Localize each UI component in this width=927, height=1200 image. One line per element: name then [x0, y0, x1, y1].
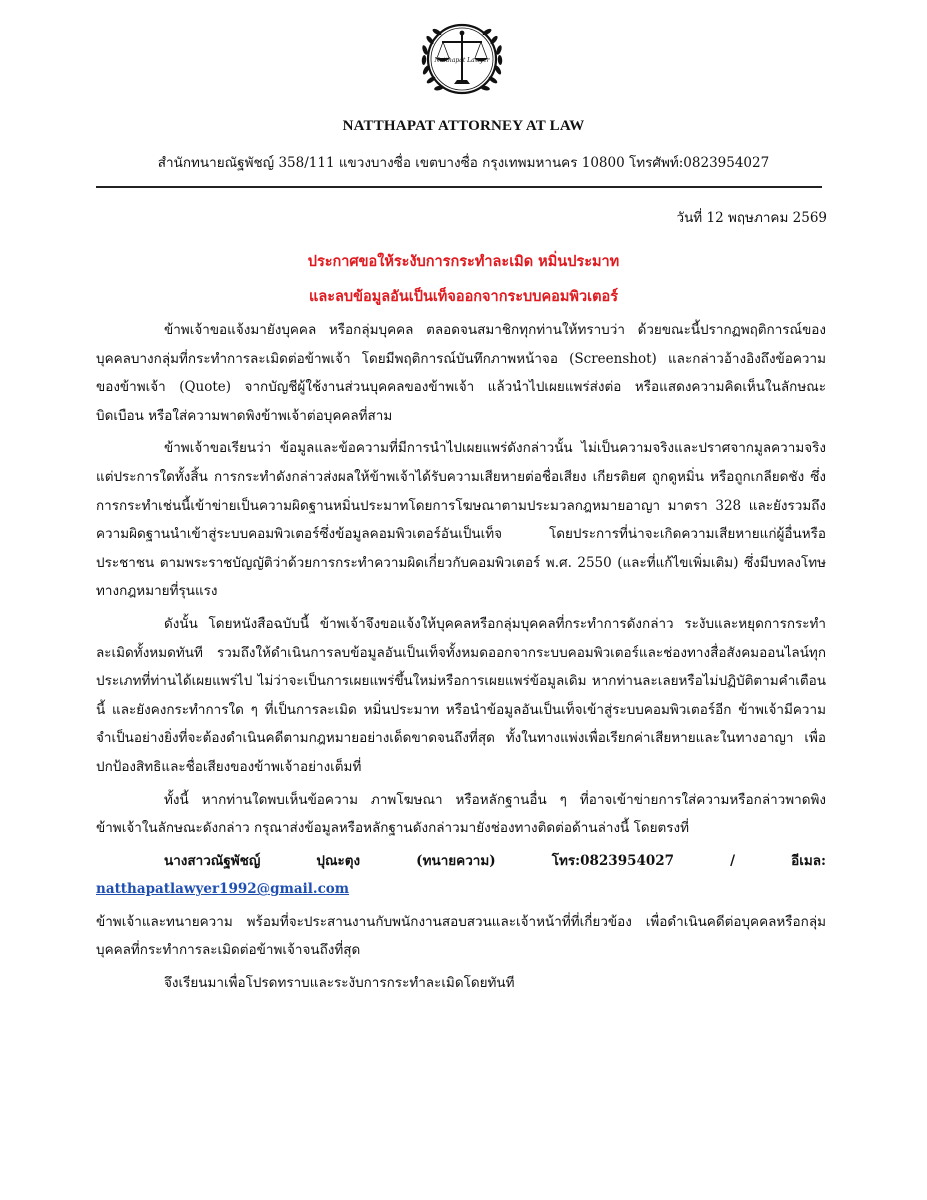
body-paragraph: ทั้งนี้ หากท่านใดพบเห็นข้อความ ภาพโฆษณา หรือหลักฐานอื่น ๆ ที่อาจเข้าข่ายการใส่ความหรือกล่าวพาดพิงข้าพเจ้าในลักษณะดังกล่าว กรุณาส่งข้อมูลหรือหลักฐานดังกล่าวมายังช่องทางติดต่อด้านล่างนี้ โดยตรงที่ [96, 791, 826, 837]
body-paragraph: ข้าพเจ้าขอแจ้งมายังบุคคล หรือกลุ่มบุคคล ตลอดจนสมาชิกทุกท่านให้ทราบว่า ด้วยขณะนี้ปรากฏพฤติการณ์ของบุคคลบางกลุ่มที่กระทำการละเมิดต่อข้าพเจ้า โดยมีพฤติการณ์บันทึกภาพหน้าจอ (Screenshot) และกล่าวอ้างอิงถึงข้อความของข้าพเจ้า (Quote) จากบัญชีผู้ใช้งานส่วนบุคคลของข้าพเจ้า แล้วนำไปเผยแพร่ส่งต่อ หรือแสดงความคิดเห็นในลักษณะบิดเบือน หรือใส่ความพาดพิงข้าพเจ้าต่อบุคคลที่สาม [96, 322, 826, 424]
svg-text:Natthapat Lawyer: Natthapat Lawyer [434, 57, 490, 64]
letter-body [96, 316, 826, 1002]
firm-address: สำนักทนายณัฐพัชญ์ 358/111 แขวงบางซื่อ เขตบางซื่อ กรุงเทพมหานคร 10800 โทรศัพท์:0823954027 [157, 155, 770, 171]
firm-name: NATTHAPAT ATTORNEY AT LAW [342, 118, 585, 134]
scales-of-justice-logo-icon [412, 10, 512, 108]
announcement-title-line-2: และลบข้อมูลอันเป็นเท็จออกจากระบบคอมพิวเตอร์ [308, 288, 618, 305]
email-link[interactable]: natthapatlawyer1992@gmail.com [96, 881, 350, 898]
announcement-title-line-1: ประกาศขอให้ระงับการกระทำละเมิด หมิ่นประมาท [307, 253, 620, 270]
contact-text: นางสาวณัฐพัชญ์ ปุณะตุง (ทนายความ) โทร:0823954027 / อีเมล: [164, 852, 826, 869]
body-paragraph: ดังนั้น โดยหนังสือฉบับนี้ ข้าพเจ้าจึงขอแจ้งให้บุคคลหรือกลุ่มบุคคลที่กระทำการดังกล่าว ระงับและหยุดการกระทำละเมิดทั้งหมดทันที รวมถึงให้ดำเนินการลบข้อมูลอันเป็นเท็จทั้งหมดออกจากระบบคอมพิวเตอร์และช่องทางสื่อสังคมออนไลน์ทุกประเภทที่ท่านได้เผยแพร่ไป ไม่ว่าจะเป็นการเผยแพร่ขึ้นใหม่หรือการเผยแพร่ข้อมูลเดิม หากท่านละเลยหรือไม่ปฏิบัติตามคำเตือนนี้ และยังคงกระทำการใด ๆ ที่เป็นการละเมิด หมิ่นประมาท หรือนำข้อมูลอันเป็นเท็จเข้าสู่ระบบคอมพิวเตอร์อีก ข้าพเจ้ามีความจำเป็นอย่างยิ่งที่จะต้องดำเนินคดีตามกฎหมายอย่างเด็ดขาดจนถึงที่สุด ทั้งในทางแพ่งเพื่อเรียกค่าเสียหายและในทางอาญา เพื่อปกป้องสิทธิและชื่อเสียงของข้าพเจ้าอย่างเต็มที่ [96, 615, 826, 775]
body-paragraph: ข้าพเจ้าขอเรียนว่า ข้อมูลและข้อความที่มีการนำไปเผยแพร่ดังกล่าวนั้น ไม่เป็นความจริงและปราศจากมูลความจริงแต่ประการใดทั้งสิ้น การกระทำดังกล่าวส่งผลให้ข้าพเจ้าได้รับความเสียหายต่อชื่อเสียง เกียรติยศ ถูกดูหมิ่น หรือถูกเกลียดชัง ซึ่งการกระทำเช่นนี้เข้าข่ายเป็นความผิดฐานหมิ่นประมาทโดยการโฆษณาตามประมวลกฎหมายอาญา มาตรา 328 และยังรวมถึงความผิดฐานนำเข้าสู่ระบบคอมพิวเตอร์ซึ่งข้อมูลคอมพิวเตอร์อันเป็นเท็จ โดยประการที่น่าจะเกิดความเสียหายแก่ผู้อื่นหรือประชาชน ตามพระราชบัญญัติว่าด้วยการกระทำความผิดเกี่ยวกับคอมพิวเตอร์ พ.ศ. 2550 (และที่แก้ไขเพิ่มเติม) ซึ่งมีบทลงโทษทางกฎหมายที่รุนแรง [96, 440, 826, 600]
document-date: วันที่ 12 พฤษภาคม 2569 [676, 210, 827, 226]
header-divider [96, 186, 822, 188]
closing-paragraph: ข้าพเจ้าและทนายความ พร้อมที่จะประสานงานกับพนักงานสอบสวนและเจ้าหน้าที่ที่เกี่ยวข้อง เพื่อดำเนินคดีต่อบุคคลหรือกลุ่มบุคคลที่กระทำการละเมิดต่อข้าพเจ้าจนถึงที่สุด [96, 913, 826, 959]
closing-paragraph: จึงเรียนมาเพื่อโปรดทราบและระงับการกระทำละเมิดโดยทันที [164, 975, 515, 992]
contact-line [96, 847, 826, 904]
